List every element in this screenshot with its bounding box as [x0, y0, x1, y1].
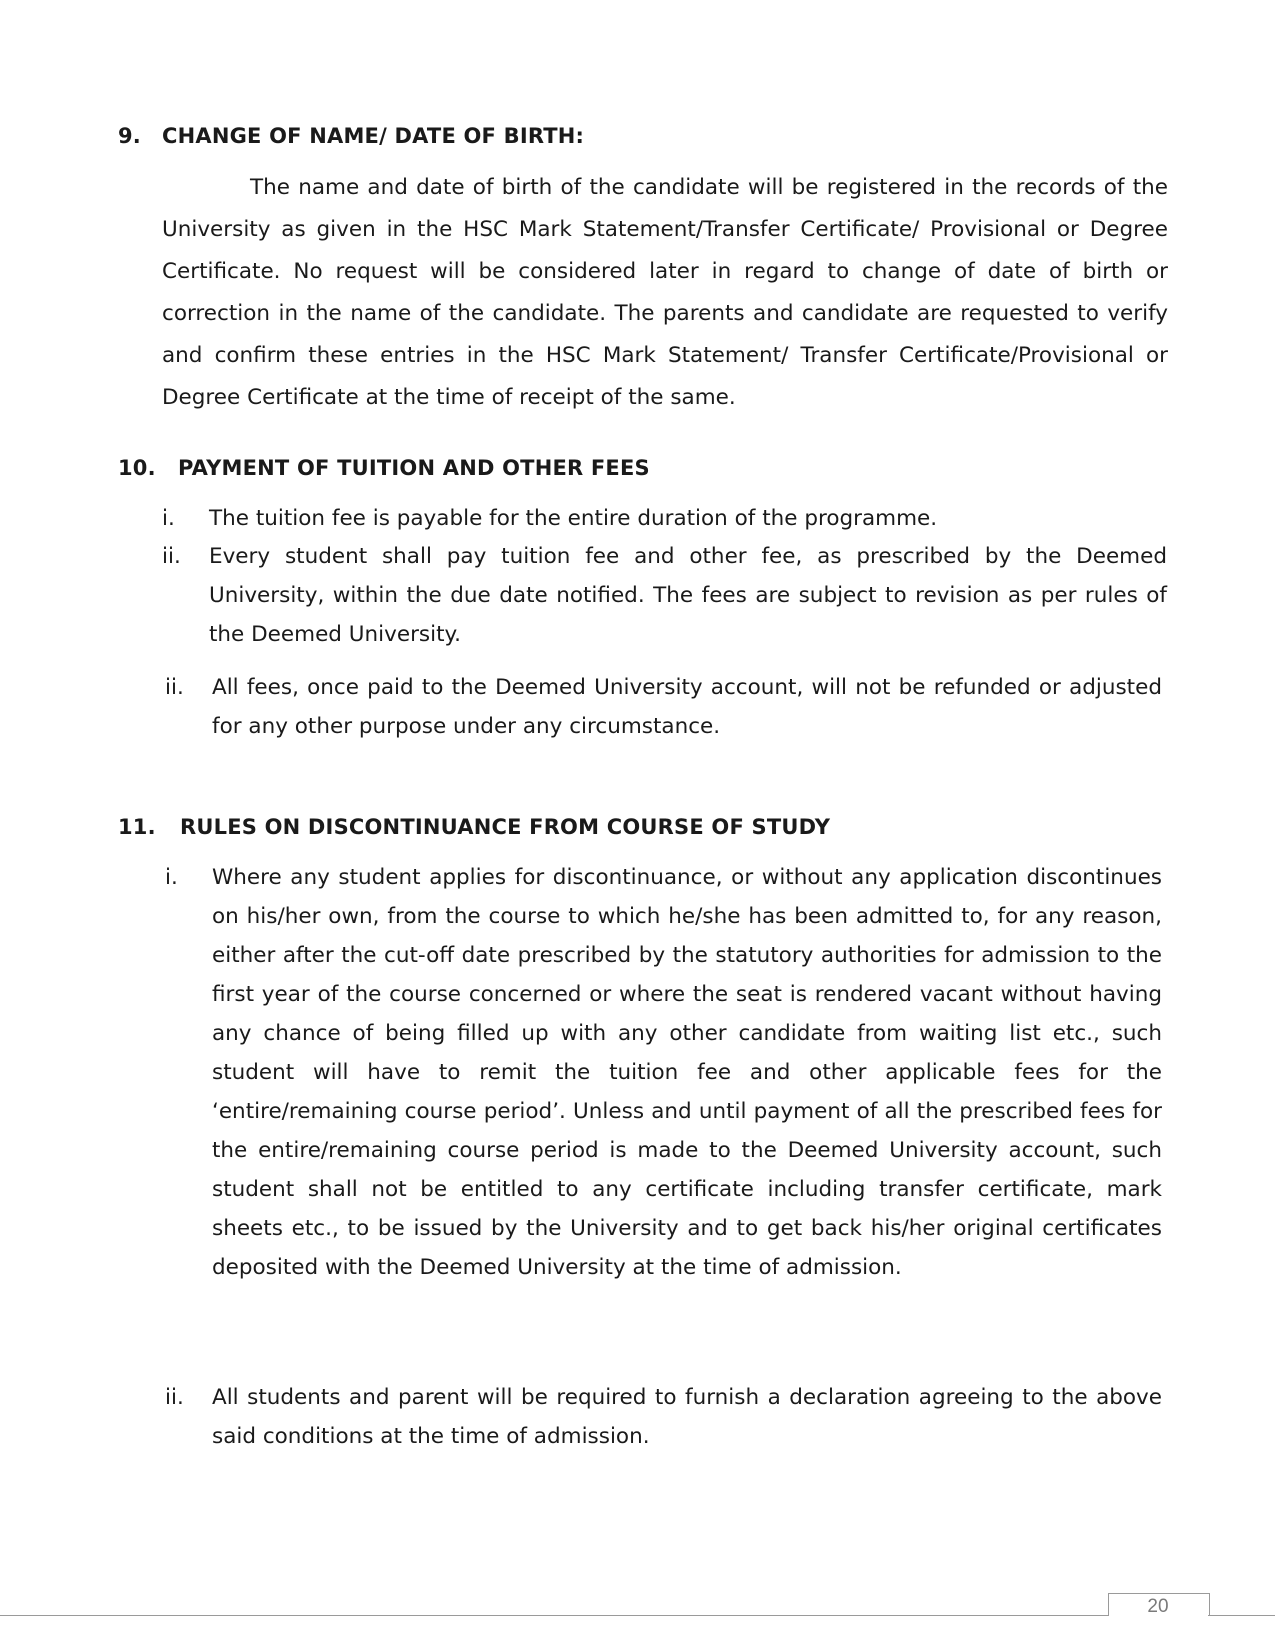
section-number: 10. — [118, 456, 156, 480]
list-item — [165, 668, 1175, 746]
footer-rule-right — [1208, 1615, 1275, 1616]
section-heading-9 — [118, 124, 584, 148]
list-item-text: All fees, once paid to the Deemed University account, will not be refunded or adjusted for any other purpose under any circumstance. — [212, 675, 1162, 739]
section-number: 9. — [118, 124, 141, 148]
list-item-text: The tuition fee is payable for the entire duration of the programme. — [209, 506, 938, 531]
list-marker: ii. — [165, 1385, 184, 1410]
list-item — [165, 858, 1175, 1326]
list-item — [162, 499, 1172, 538]
list-item — [162, 537, 1172, 654]
footer-rule-left — [0, 1615, 1108, 1616]
section-title: CHANGE OF NAME/ DATE OF BIRTH: — [162, 124, 585, 148]
section-title: RULES ON DISCONTINUANCE FROM COURSE OF STUDY — [180, 815, 831, 839]
list-item-text: Where any student applies for discontinuance, or without any application discontinues on his/her own, from the course to which he/she has been admitted to, for any reason, either after the cut-off date prescribed by the statutory authorities for admission to the first year of the course concerned or where the seat is rendered vacant without having any chance of being filled up with any other candidate from waiting list etc., such student will have to remit the tuition fee and other applicable fees for the ‘entire/remaining course period’. Unless and until payment of all the prescribed fees for the entire/remaining course period is made to the Deemed University account, such student shall not be entitled to any certificate including transfer certificate, mark sheets etc., to be issued by the University and to get back his/her original certificates deposited with the Deemed University at the time of admission. — [212, 865, 1162, 1280]
section-number: 11. — [118, 815, 156, 839]
section-paragraph: The name and date of birth of the candidate will be registered in the records of the University as given in the HSC Mark Statement/Transfer Certificate/ Provisional or Degree Certificate. No request will be considered later in regard to change of date of birth or correction in the name of the candidate. The parents and candidate are requested to verify and confirm these entries in the HSC Mark Statement/ Transfer Certificate/Provisional or Degree Certificate at the time of receipt of the same. — [162, 175, 1168, 410]
list-item — [165, 1378, 1175, 1456]
list-item-text: Every student shall pay tuition fee and other fee, as prescribed by the Deemed University, within the due date notified. The fees are subject to revision as per rules of the Deemed University. — [209, 544, 1167, 647]
page-number: 20 — [1147, 1596, 1169, 1617]
list-marker: i. — [162, 506, 175, 531]
list-marker: i. — [165, 865, 178, 890]
section-heading-11 — [118, 815, 830, 839]
list-marker: ii. — [162, 544, 181, 569]
list-item-text: All students and parent will be required to furnish a declaration agreeing to the above said conditions at the time of admission. — [212, 1385, 1162, 1449]
section-heading-10 — [118, 456, 650, 480]
list-marker: ii. — [165, 675, 184, 700]
section-title: PAYMENT OF TUITION AND OTHER FEES — [178, 456, 650, 480]
